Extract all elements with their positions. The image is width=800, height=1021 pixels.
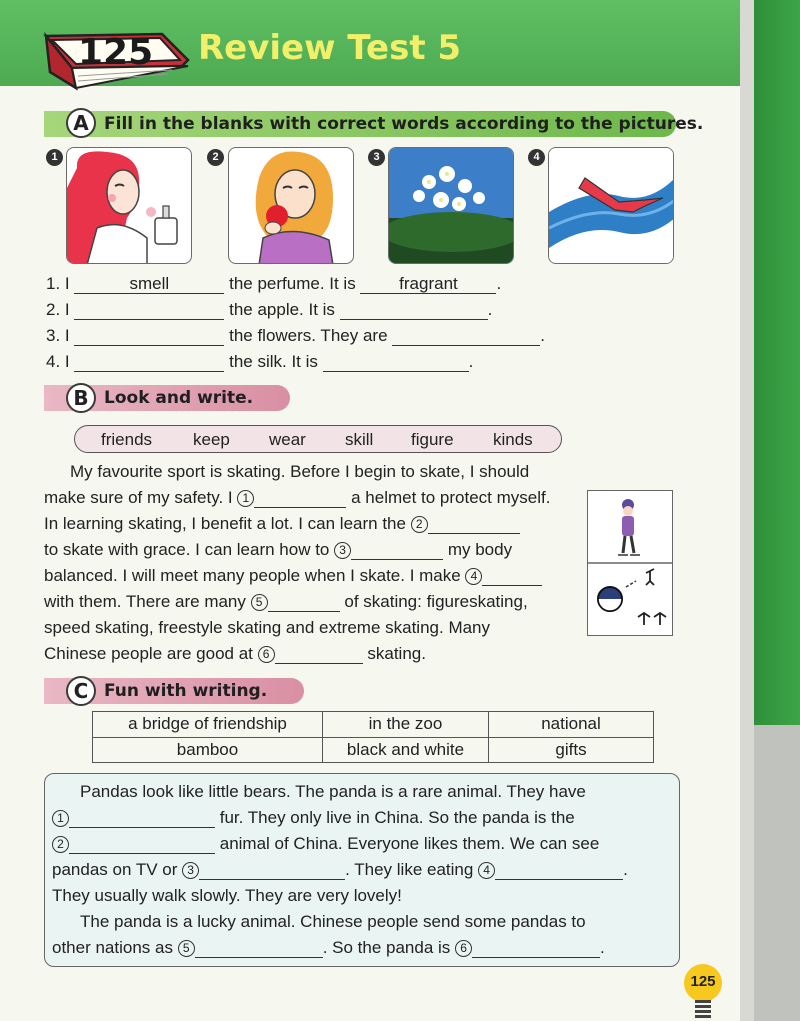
- answer-blank[interactable]: [275, 644, 363, 664]
- passage-text: . So the panda is: [322, 938, 451, 957]
- blank-number: 6: [258, 646, 275, 663]
- line-text: the apple. It is: [229, 300, 335, 319]
- word-bank: [74, 425, 562, 453]
- table-row: [93, 712, 654, 738]
- table-cell: a bridge of friendship: [93, 712, 323, 738]
- passage-text: fur. They only live in China. So the panda is the: [219, 808, 575, 827]
- blank-number: 1: [237, 490, 254, 507]
- table-row: [93, 737, 654, 763]
- answer-blank[interactable]: [74, 326, 224, 346]
- line-number: 2. I: [46, 300, 70, 319]
- table-cell: black and white: [323, 737, 489, 763]
- word-bank-item: wear: [269, 430, 306, 449]
- blank-number: 2: [411, 516, 428, 533]
- answer-blank[interactable]: [69, 834, 215, 854]
- answer-blank[interactable]: smell: [74, 274, 224, 294]
- smelling-perfume-icon: [67, 148, 192, 264]
- answer-blank[interactable]: [323, 352, 469, 372]
- answer-blank[interactable]: [69, 808, 215, 828]
- touching-silk-icon: [549, 148, 674, 264]
- flowers-icon: [389, 148, 514, 264]
- blank-number: 3: [334, 542, 351, 559]
- picture-2: [228, 147, 354, 264]
- passage-text: skating.: [367, 644, 426, 663]
- word-bank-item: friends: [101, 430, 153, 449]
- answer-blank[interactable]: [351, 540, 443, 560]
- answer-blank[interactable]: [392, 326, 540, 346]
- blank-number: 6: [455, 940, 472, 957]
- skater-icon: [588, 491, 672, 635]
- answer-blank[interactable]: [340, 300, 488, 320]
- blank-number: 5: [178, 940, 195, 957]
- blank-number: 2: [52, 836, 69, 853]
- passage-text: make sure of my safety. I: [44, 488, 233, 507]
- passage-line: Pandas look like little bears. The panda is a rare animal. They have: [80, 782, 586, 801]
- word-bank-item: skill: [345, 430, 374, 449]
- passage-line: They usually walk slowly. They are very lovely!: [52, 886, 402, 905]
- blank-number: 4: [465, 568, 482, 585]
- word-bank-item: keep: [193, 430, 230, 449]
- page-title: Review Test 5: [198, 28, 462, 68]
- answer-blank[interactable]: [74, 352, 224, 372]
- table-cell: national: [489, 712, 654, 738]
- picture-1: [66, 147, 192, 264]
- answer-blank[interactable]: [199, 860, 345, 880]
- answer-blank[interactable]: [482, 566, 542, 586]
- blank-number: 4: [478, 862, 495, 879]
- fill-line-1: [46, 274, 501, 294]
- picture-number: 2: [207, 149, 224, 166]
- passage-line: [44, 514, 520, 534]
- fill-line-2: [46, 300, 492, 320]
- line-text: the silk. It is: [229, 352, 318, 371]
- picture-number: 4: [528, 149, 545, 166]
- answer-blank[interactable]: [254, 488, 346, 508]
- passage-text: In learning skating, I benefit a lot. I can learn the: [44, 514, 406, 533]
- passage-line: [52, 808, 575, 828]
- answer-blank[interactable]: fragrant: [360, 274, 496, 294]
- passage-text: a helmet to protect myself.: [351, 488, 551, 507]
- line-text: the perfume. It is: [229, 274, 356, 293]
- passage-line: [52, 834, 599, 854]
- passage-line: [44, 566, 542, 586]
- section-c-letter: C: [66, 676, 96, 706]
- table-cell: bamboo: [93, 737, 323, 763]
- page-number-bulb: 125: [684, 964, 722, 1002]
- skating-pictures: [587, 490, 673, 636]
- line-text: the flowers. They are: [229, 326, 388, 345]
- passage-line: [44, 540, 512, 560]
- passage-line: My favourite sport is skating. Before I begin to skate, I should: [70, 462, 530, 481]
- eating-apple-icon: [229, 148, 354, 264]
- picture-number: 1: [46, 149, 63, 166]
- fill-line-4: [46, 352, 473, 372]
- blank-number: 5: [251, 594, 268, 611]
- section-a-title: Fill in the blanks with correct words according to the pictures.: [104, 114, 704, 134]
- lesson-number: 125: [78, 32, 154, 73]
- passage-line: [52, 860, 628, 880]
- passage-text: balanced. I will meet many people when I skate. I make: [44, 566, 461, 585]
- line-number: 1. I: [46, 274, 70, 293]
- section-a-letter: A: [66, 108, 96, 138]
- background-surface: [754, 725, 800, 1021]
- line-end: .: [487, 300, 493, 319]
- fill-line-3: [46, 326, 545, 346]
- table-cell: gifts: [489, 737, 654, 763]
- line-number: 4. I: [46, 352, 70, 371]
- passage-text: . They like eating: [345, 860, 474, 879]
- picture-3: [388, 147, 514, 264]
- answer-blank[interactable]: [74, 300, 224, 320]
- picture-number: 3: [368, 149, 385, 166]
- passage-text: of skating: figureskating,: [344, 592, 528, 611]
- answer-blank[interactable]: [472, 938, 600, 958]
- answer-blank[interactable]: [195, 938, 323, 958]
- blank-number: 3: [182, 862, 199, 879]
- section-b-letter: B: [66, 383, 96, 413]
- phrase-table: [92, 711, 654, 763]
- section-c-title: Fun with writing.: [104, 681, 268, 701]
- passage-text: .: [623, 860, 628, 879]
- word-bank-item: figure: [411, 430, 454, 449]
- lightbulb-icon: [695, 1000, 711, 1018]
- line-end: .: [540, 326, 545, 345]
- passage-text: animal of China. Everyone likes them. We can see: [219, 834, 600, 853]
- answer-blank[interactable]: [428, 514, 520, 534]
- passage-line: The panda is a lucky animal. Chinese people send some pandas to: [80, 912, 586, 931]
- passage-text: other nations as: [52, 938, 173, 957]
- answer-blank[interactable]: [268, 592, 340, 612]
- passage-line: [44, 488, 550, 508]
- answer-blank[interactable]: [495, 860, 623, 880]
- line-number: 3. I: [46, 326, 70, 345]
- passage-text: Chinese people are good at: [44, 644, 253, 663]
- passage-text: to skate with grace. I can learn how to: [44, 540, 330, 559]
- passage-text: my body: [447, 540, 513, 559]
- word-bank-item: kinds: [493, 430, 533, 449]
- section-b-title: Look and write.: [104, 388, 254, 408]
- table-cell: in the zoo: [323, 712, 489, 738]
- passage-line: [44, 592, 528, 612]
- next-page-edge: [754, 0, 800, 725]
- blank-number: 1: [52, 810, 69, 827]
- passage-text: .: [600, 938, 605, 957]
- line-end: .: [496, 274, 502, 293]
- picture-4: [548, 147, 674, 264]
- passage-line: speed skating, freestyle skating and extreme skating. Many: [44, 618, 491, 637]
- passage-text: pandas on TV or: [52, 860, 178, 879]
- passage-line: [52, 938, 605, 958]
- passage-text: with them. There are many: [44, 592, 246, 611]
- line-end: .: [468, 352, 474, 371]
- passage-line: [44, 644, 426, 664]
